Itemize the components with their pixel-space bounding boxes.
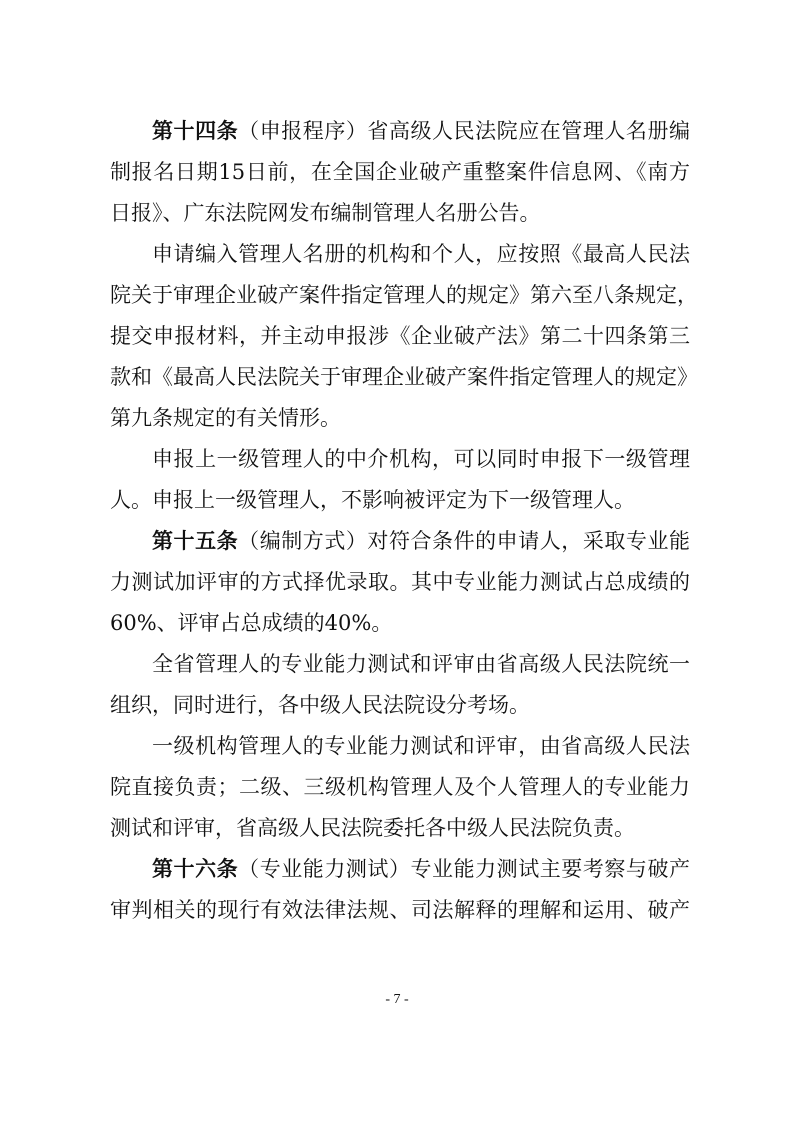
article-14-line-1 bbox=[152, 113, 690, 149]
application-paragraph-line-3: 提交申报材料，并主动申报涉《企业破产法》第二十四条第三 bbox=[110, 324, 690, 348]
article-15-line-3: 60%、评审占总成绩的40%。 bbox=[110, 611, 393, 635]
level-paragraph-line-1: 申报上一级管理人的中介机构，可以同时申报下一级管理 bbox=[152, 447, 690, 471]
article-16-line-2: 审判相关的现行有效法律法规、司法解释的理解和运用、破产 bbox=[110, 898, 690, 922]
article-14-label: 第十四条 bbox=[152, 118, 239, 143]
article-14-line-3: 日报》、广东法院网发布编制管理人名册公告。 bbox=[110, 201, 541, 225]
responsibility-paragraph-line-1: 一级机构管理人的专业能力测试和评审，由省高级人民法 bbox=[152, 734, 690, 758]
article-16-line-1 bbox=[152, 851, 690, 887]
page-number: - 7 - bbox=[385, 992, 409, 1007]
article-16-label: 第十六条 bbox=[152, 856, 239, 881]
application-paragraph-line-1: 申请编入管理人名册的机构和个人，应按照《最高人民法 bbox=[152, 242, 690, 266]
article-15-line-2: 力测试加评审的方式择优录取。其中专业能力测试占总成绩的 bbox=[110, 570, 690, 594]
application-paragraph-line-2: 院关于审理企业破产案件指定管理人的规定》第六至八条规定， bbox=[110, 283, 698, 307]
article-15-text: （编制方式）对符合条件的申请人，采取专业能 bbox=[238, 529, 691, 553]
article-15-line-1 bbox=[152, 523, 690, 559]
article-14-text: （申报程序）省高级人民法院应在管理人名册编 bbox=[238, 119, 691, 143]
organization-paragraph-line-2: 组织，同时进行，各中级人民法院设分考场。 bbox=[110, 693, 530, 717]
article-14-line-2: 制报名日期15日前，在全国企业破产重整案件信息网、《南方 bbox=[110, 160, 690, 184]
organization-paragraph-line-1: 全省管理人的专业能力测试和评审由省高级人民法院统一 bbox=[152, 652, 690, 676]
responsibility-paragraph-line-2: 院直接负责；二级、三级机构管理人及个人管理人的专业能力 bbox=[110, 775, 690, 799]
article-16-text: （专业能力测试）专业能力测试主要考察与破产 bbox=[238, 857, 691, 881]
article-15-label: 第十五条 bbox=[152, 528, 239, 553]
application-paragraph-line-5: 第九条规定的有关情形。 bbox=[110, 406, 341, 430]
application-paragraph-line-4: 款和《最高人民法院关于审理企业破产案件指定管理人的规定》 bbox=[110, 365, 698, 389]
level-paragraph-line-2: 人。申报上一级管理人，不影响被评定为下一级管理人。 bbox=[110, 488, 635, 512]
responsibility-paragraph-line-3: 测试和评审，省高级人民法院委托各中级人民法院负责。 bbox=[110, 816, 635, 840]
